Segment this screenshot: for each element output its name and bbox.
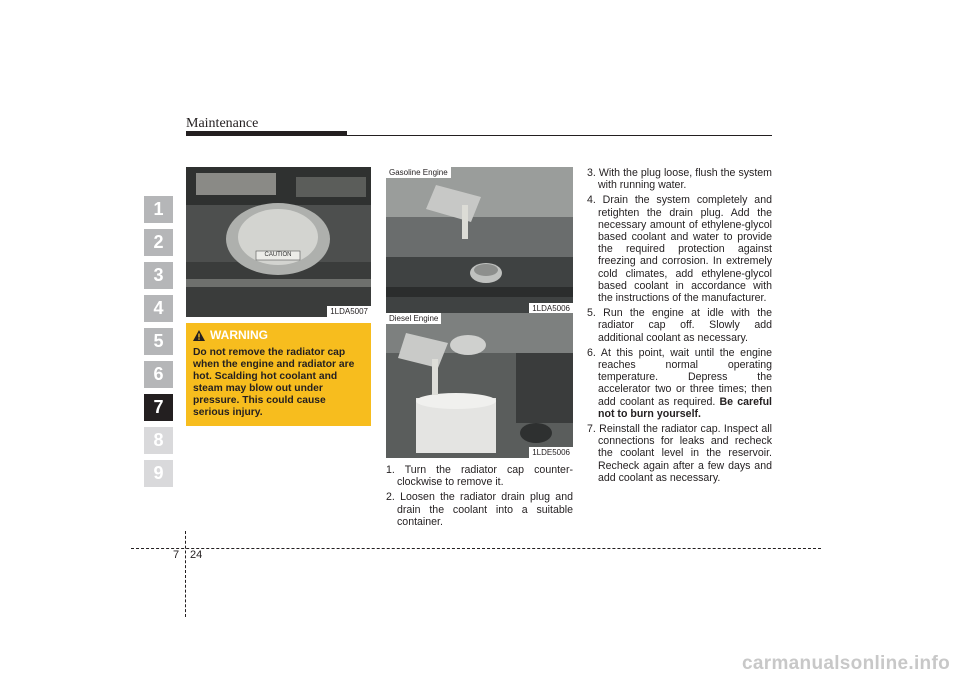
chapter-tab-3[interactable]: 3: [144, 262, 173, 289]
cap-caution-text: CAUTION: [264, 252, 292, 258]
footer-dashed-line: [131, 548, 821, 549]
image-code-label: 1LDE5006: [529, 447, 573, 458]
page-chapter-number: 7: [173, 549, 180, 561]
step-7: 7. Reinstall the radiator cap. Inspect all connections for leaks and recheck the coolant level in the reservoir. Recheck again after a few days and add coolant as necessary.: [587, 423, 772, 484]
step-6: [587, 347, 772, 420]
chapter-tab-8[interactable]: 8: [144, 427, 173, 454]
step-6-caution: Be careful not to burn yourself.: [598, 395, 772, 420]
footer-dashed-divider: [185, 531, 186, 617]
page-number: 24: [190, 549, 203, 561]
chapter-tab-4[interactable]: 4: [144, 295, 173, 322]
header-rule-thin: [186, 135, 772, 136]
warning-header: [193, 328, 364, 342]
chapter-tab-7[interactable]: 7: [144, 394, 173, 421]
diesel-engine-photo: [386, 313, 573, 458]
steps-list-column-1: [386, 464, 573, 531]
engine-type-label: Gasoline Engine: [386, 167, 451, 178]
diesel-engine-illustration: [386, 313, 573, 458]
chapter-tab-1[interactable]: 1: [144, 196, 173, 223]
step-3: 3. With the plug loose, flush the system with running water.: [587, 167, 772, 192]
image-code-label: 1LDA5007: [327, 306, 371, 317]
steps-list-column-2: [587, 167, 772, 487]
step-6-text: 6. At this point, wait until the engine reaches normal operating temperature. Depress the accelerator two or three times; then add coolant as required.: [587, 346, 772, 408]
chapter-tab-9[interactable]: 9: [144, 460, 173, 487]
step-4: 4. Drain the system completely and retighten the drain plug. Add the necessary amount of ethylene-glycol based coolant and water to provide the required protection against freezing and corrosion. In extremely cold climates, add ethylene-glycol based coolant in accordance with the instructions of the manufacturer.: [587, 194, 772, 305]
warning-box: [186, 323, 371, 426]
warning-triangle-icon: [193, 330, 205, 341]
gasoline-engine-photo: [386, 167, 573, 314]
radiator-cap-photo: [186, 167, 371, 317]
radiator-cap-illustration: [186, 167, 371, 317]
step-5: 5. Run the engine at idle with the radiator cap off. Slowly add additional coolant as necessary.: [587, 307, 772, 344]
image-code-label: 1LDA5006: [529, 303, 573, 314]
watermark: carmanualsonline.info: [742, 653, 950, 674]
section-title: Maintenance: [186, 116, 259, 131]
warning-title: WARNING: [210, 328, 268, 342]
gasoline-engine-illustration: [386, 167, 573, 314]
warning-text: Do not remove the radiator cap when the engine and radiator are hot. Scalding hot coolant and steam may blow out under pressure. This could cause serious injury.: [193, 347, 355, 418]
chapter-tab-5[interactable]: 5: [144, 328, 173, 355]
step-2: 2. Loosen the radiator drain plug and drain the coolant into a suitable container.: [386, 491, 573, 528]
step-1: 1. Turn the radiator cap counter-clockwise to remove it.: [386, 464, 573, 489]
chapter-tab-2[interactable]: 2: [144, 229, 173, 256]
engine-type-label: Diesel Engine: [386, 313, 441, 324]
chapter-tab-6[interactable]: 6: [144, 361, 173, 388]
